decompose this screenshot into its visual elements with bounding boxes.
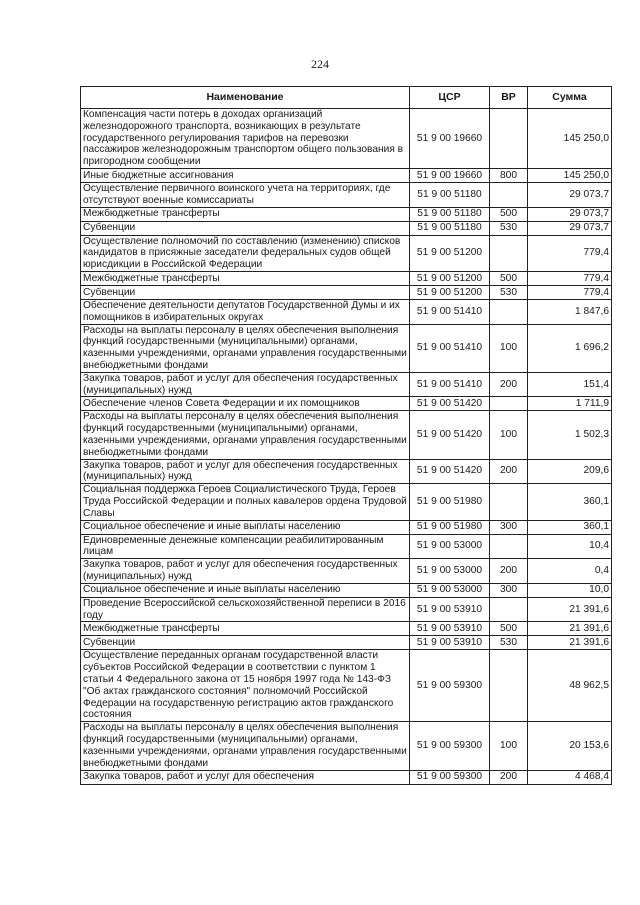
cell-sum: 48 962,5	[528, 650, 612, 722]
cell-csr: 51 9 00 53910	[410, 636, 490, 650]
cell-csr: 51 9 00 51200	[410, 235, 490, 271]
cell-csr: 51 9 00 51420	[410, 459, 490, 484]
cell-csr: 51 9 00 59300	[410, 650, 490, 722]
cell-name: Субвенции	[81, 285, 410, 299]
cell-name: Расходы на выплаты персоналу в целях обеспечения выполнения функций государственными (муниципальными) органами, казенными учреждениями, органами управления государственными внебюджетными фондами	[81, 324, 410, 372]
header-sum: Сумма	[528, 87, 612, 109]
cell-vr	[490, 299, 528, 324]
cell-csr: 51 9 00 51420	[410, 411, 490, 459]
cell-sum: 151,4	[528, 372, 612, 397]
cell-name: Осуществление первичного воинского учета на территориях, где отсутствуют военные комиссариаты	[81, 183, 410, 208]
cell-sum: 21 391,6	[528, 622, 612, 636]
table-row	[81, 324, 612, 372]
cell-vr: 100	[490, 722, 528, 770]
table-row	[81, 459, 612, 484]
table-row	[81, 271, 612, 285]
table-row	[81, 650, 612, 722]
cell-name: Обеспечение членов Совета Федерации и их помощников	[81, 397, 410, 411]
cell-name: Единовременные денежные компенсации реабилитированным лицам	[81, 534, 410, 559]
cell-vr: 530	[490, 636, 528, 650]
table-row	[81, 722, 612, 770]
cell-name: Социальное обеспечение и иные выплаты населению	[81, 583, 410, 597]
cell-vr	[490, 397, 528, 411]
cell-vr	[490, 597, 528, 622]
table-row	[81, 372, 612, 397]
cell-name: Социальное обеспечение и иные выплаты населению	[81, 520, 410, 534]
cell-sum: 0,4	[528, 559, 612, 584]
cell-csr: 51 9 00 19660	[410, 109, 490, 169]
cell-csr: 51 9 00 59300	[410, 770, 490, 784]
cell-vr: 200	[490, 770, 528, 784]
cell-sum: 29 073,7	[528, 183, 612, 208]
cell-sum: 779,4	[528, 235, 612, 271]
cell-sum: 1 502,3	[528, 411, 612, 459]
cell-csr: 51 9 00 51980	[410, 484, 490, 520]
cell-name: Межбюджетные трансферты	[81, 207, 410, 221]
table-row	[81, 534, 612, 559]
cell-vr	[490, 650, 528, 722]
table-row	[81, 183, 612, 208]
cell-vr: 800	[490, 169, 528, 183]
cell-vr: 200	[490, 372, 528, 397]
cell-sum: 145 250,0	[528, 169, 612, 183]
cell-sum: 209,6	[528, 459, 612, 484]
cell-vr: 100	[490, 324, 528, 372]
cell-vr	[490, 109, 528, 169]
cell-csr: 51 9 00 51410	[410, 372, 490, 397]
cell-vr	[490, 183, 528, 208]
cell-name: Межбюджетные трансферты	[81, 622, 410, 636]
table-row	[81, 299, 612, 324]
cell-csr: 51 9 00 51420	[410, 397, 490, 411]
header-vr: ВР	[490, 87, 528, 109]
table-row	[81, 622, 612, 636]
cell-vr: 200	[490, 459, 528, 484]
cell-vr: 300	[490, 583, 528, 597]
cell-csr: 51 9 00 53910	[410, 597, 490, 622]
cell-vr: 530	[490, 221, 528, 235]
cell-name: Расходы на выплаты персоналу в целях обеспечения выполнения функций государственными (муниципальными) органами, казенными учреждениями, органами управления государственными внебюджетными фондами	[81, 411, 410, 459]
cell-vr: 300	[490, 520, 528, 534]
table-row	[81, 207, 612, 221]
table-row	[81, 411, 612, 459]
cell-csr: 51 9 00 59300	[410, 722, 490, 770]
table-row	[81, 285, 612, 299]
cell-vr	[490, 484, 528, 520]
table-row	[81, 770, 612, 784]
cell-name: Расходы на выплаты персоналу в целях обеспечения выполнения функций государственными (муниципальными) органами, казенными учреждениями, органами управления государственными внебюджетными фондами	[81, 722, 410, 770]
cell-csr: 51 9 00 51200	[410, 271, 490, 285]
cell-name: Закупка товаров, работ и услуг для обеспечения	[81, 770, 410, 784]
cell-sum: 779,4	[528, 285, 612, 299]
cell-vr: 200	[490, 559, 528, 584]
table-row	[81, 597, 612, 622]
page-number: 224	[311, 57, 329, 71]
table-row	[81, 109, 612, 169]
table-row	[81, 235, 612, 271]
cell-name: Закупка товаров, работ и услуг для обеспечения государственных (муниципальных) нужд	[81, 559, 410, 584]
header-csr: ЦСР	[410, 87, 490, 109]
cell-name: Иные бюджетные ассигнования	[81, 169, 410, 183]
cell-name: Осуществление полномочий по составлению (изменению) списков кандидатов в присяжные заседатели федеральных судов общей юрисдикции в Российской Федерации	[81, 235, 410, 271]
cell-sum: 145 250,0	[528, 109, 612, 169]
cell-name: Субвенции	[81, 636, 410, 650]
cell-csr: 51 9 00 51200	[410, 285, 490, 299]
cell-name: Субвенции	[81, 221, 410, 235]
cell-sum: 1 711,9	[528, 397, 612, 411]
table-row	[81, 583, 612, 597]
header-name: Наименование	[81, 87, 410, 109]
cell-name: Осуществление переданных органам государственной власти субъектов Российской Федерации в соответствии с пунктом 1 статьи 4 Федерального закона от 15 ноября 1997 года № 143-ФЗ "Об актах гражданского состояния" полномочий Российской Федерации на государственную регистрацию актов гражданского состояния	[81, 650, 410, 722]
cell-vr	[490, 534, 528, 559]
cell-sum: 779,4	[528, 271, 612, 285]
cell-csr: 51 9 00 53910	[410, 622, 490, 636]
cell-sum: 29 073,7	[528, 207, 612, 221]
cell-csr: 51 9 00 51410	[410, 299, 490, 324]
cell-name: Закупка товаров, работ и услуг для обеспечения государственных (муниципальных) нужд	[81, 459, 410, 484]
cell-vr: 530	[490, 285, 528, 299]
cell-sum: 1 847,6	[528, 299, 612, 324]
table-row	[81, 169, 612, 183]
cell-vr: 500	[490, 622, 528, 636]
cell-csr: 51 9 00 51180	[410, 207, 490, 221]
cell-csr: 51 9 00 53000	[410, 534, 490, 559]
table-row	[81, 559, 612, 584]
cell-csr: 51 9 00 53000	[410, 559, 490, 584]
cell-sum: 20 153,6	[528, 722, 612, 770]
table-row	[81, 221, 612, 235]
cell-csr: 51 9 00 51180	[410, 221, 490, 235]
cell-name: Компенсация части потерь в доходах организаций железнодорожного транспорта, возникающих в результате государственного регулирования тарифов на перевозки пассажиров железнодорожным транспортом общего пользования в пригородном сообщении	[81, 109, 410, 169]
cell-sum: 360,1	[528, 484, 612, 520]
cell-vr: 500	[490, 271, 528, 285]
cell-name: Закупка товаров, работ и услуг для обеспечения государственных (муниципальных) нужд	[81, 372, 410, 397]
cell-vr: 500	[490, 207, 528, 221]
cell-sum: 10,4	[528, 534, 612, 559]
cell-name: Проведение Всероссийской сельскохозяйственной переписи в 2016 году	[81, 597, 410, 622]
cell-sum: 21 391,6	[528, 597, 612, 622]
cell-csr: 51 9 00 51980	[410, 520, 490, 534]
cell-csr: 51 9 00 19660	[410, 169, 490, 183]
cell-csr: 51 9 00 51180	[410, 183, 490, 208]
cell-sum: 10,0	[528, 583, 612, 597]
cell-csr: 51 9 00 53000	[410, 583, 490, 597]
table-body	[81, 109, 612, 785]
cell-sum: 21 391,6	[528, 636, 612, 650]
table-header-row	[81, 87, 612, 109]
cell-sum: 29 073,7	[528, 221, 612, 235]
cell-csr: 51 9 00 51410	[410, 324, 490, 372]
budget-table	[80, 86, 612, 785]
cell-vr: 100	[490, 411, 528, 459]
cell-sum: 360,1	[528, 520, 612, 534]
cell-name: Социальная поддержка Героев Социалистического Труда, Героев Труда Российской Федерации и полных кавалеров ордена Трудовой Славы	[81, 484, 410, 520]
table-row	[81, 636, 612, 650]
cell-sum: 4 468,4	[528, 770, 612, 784]
cell-vr	[490, 235, 528, 271]
cell-name: Обеспечение деятельности депутатов Государственной Думы и их помощников в избирательных округах	[81, 299, 410, 324]
table-row	[81, 484, 612, 520]
table-row	[81, 397, 612, 411]
cell-sum: 1 696,2	[528, 324, 612, 372]
cell-name: Межбюджетные трансферты	[81, 271, 410, 285]
table-row	[81, 520, 612, 534]
